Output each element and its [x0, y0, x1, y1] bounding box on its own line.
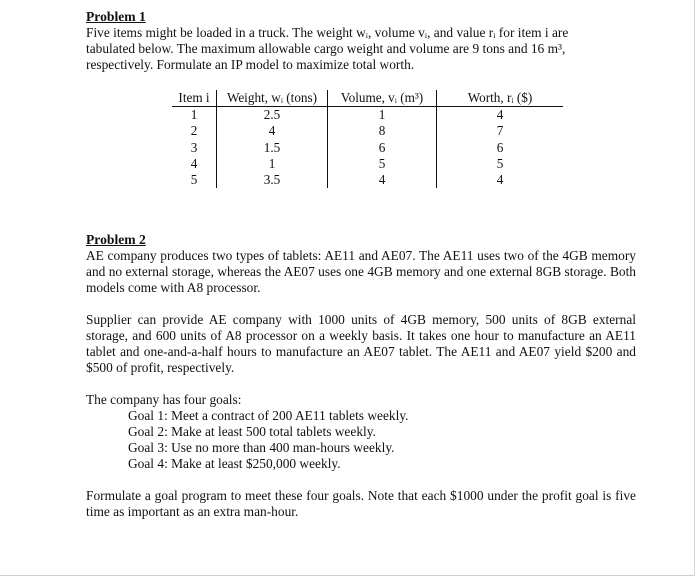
goal-item: Goal 2: Make at least 500 total tablets weekly.: [128, 424, 376, 439]
cell-weight: 3.5: [217, 172, 328, 188]
cell-item: 4: [190, 155, 198, 171]
cell-weight: 4: [217, 123, 328, 139]
problem-1-text-line-1: Five items might be loaded in a truck. The weight wᵢ, volume vᵢ, and value rᵢ for item i are: [86, 25, 569, 40]
problem-1-text-line-2: tabulated below. The maximum allowable cargo weight and volume are 9 tons and 16 m³,: [86, 41, 566, 56]
problem-2-paragraph-1: AE company produces two types of tablets: AE11 and AE07. The AE11 uses two of the 4GB memory and no external storage, whereas the AE07 uses one 4GB memory and one external 8GB storage. Both models come with A8 processor.: [86, 248, 636, 295]
cell-item: 1: [190, 107, 198, 122]
header-weight: Weight, wᵢ (tons): [217, 90, 328, 107]
problem-2-section: [86, 232, 636, 520]
header-item: Item i: [172, 90, 217, 107]
cell-weight: 2.5: [217, 107, 328, 124]
cell-worth: 4: [437, 172, 564, 188]
cell-volume: 8: [328, 123, 437, 139]
table-row: [172, 172, 563, 188]
goals-intro: The company has four goals:: [86, 392, 242, 407]
problem-1-title: Problem 1: [86, 9, 146, 24]
cell-volume: 1: [328, 107, 437, 124]
problem-2-paragraph-2: Supplier can provide AE company with 1000 units of 4GB memory, 500 units of 8GB external storage, and 600 units of A8 processor on a weekly basis. It takes one hour to manufacture an AE11 tablet and one-and-a-half hours to manufacture an AE07 tablet. The AE11 and AE07 yield $200 and $500 of profit, respectively.: [86, 312, 636, 375]
problem-2-paragraph-3: Formulate a goal program to meet these four goals. Note that each $1000 under the profit goal is five time as important as an extra man-hour.: [86, 488, 636, 519]
goal-item: Goal 3: Use no more than 400 man-hours weekly.: [128, 440, 395, 455]
table-row: [172, 156, 563, 172]
items-table: [172, 90, 563, 188]
goals-list: [128, 408, 636, 472]
cell-worth: 4: [437, 107, 564, 124]
cell-worth: 6: [437, 140, 564, 156]
problem-2-title: Problem 2: [86, 232, 146, 247]
table-row: [172, 123, 563, 139]
cell-worth: 5: [437, 156, 564, 172]
cell-volume: 5: [328, 156, 437, 172]
table-header-row: [172, 90, 563, 107]
cell-item: 2: [190, 123, 198, 139]
cell-weight: 1: [217, 156, 328, 172]
problem-1-text-line-3: respectively. Formulate an IP model to maximize total worth.: [86, 57, 415, 72]
header-volume: Volume, vᵢ (m³): [328, 90, 437, 107]
goal-item: Goal 1: Meet a contract of 200 AE11 tablets weekly.: [128, 408, 409, 423]
cell-item: 5: [190, 172, 198, 188]
cell-weight: 1.5: [217, 140, 328, 156]
cell-volume: 6: [328, 140, 437, 156]
cell-item: 3: [190, 139, 198, 155]
table-row: [172, 107, 563, 124]
table-row: [172, 140, 563, 156]
header-worth: Worth, rᵢ ($): [437, 90, 564, 107]
problem-1-section: [86, 9, 636, 73]
cell-worth: 7: [437, 123, 564, 139]
cell-volume: 4: [328, 172, 437, 188]
goal-item: Goal 4: Make at least $250,000 weekly.: [128, 456, 341, 471]
